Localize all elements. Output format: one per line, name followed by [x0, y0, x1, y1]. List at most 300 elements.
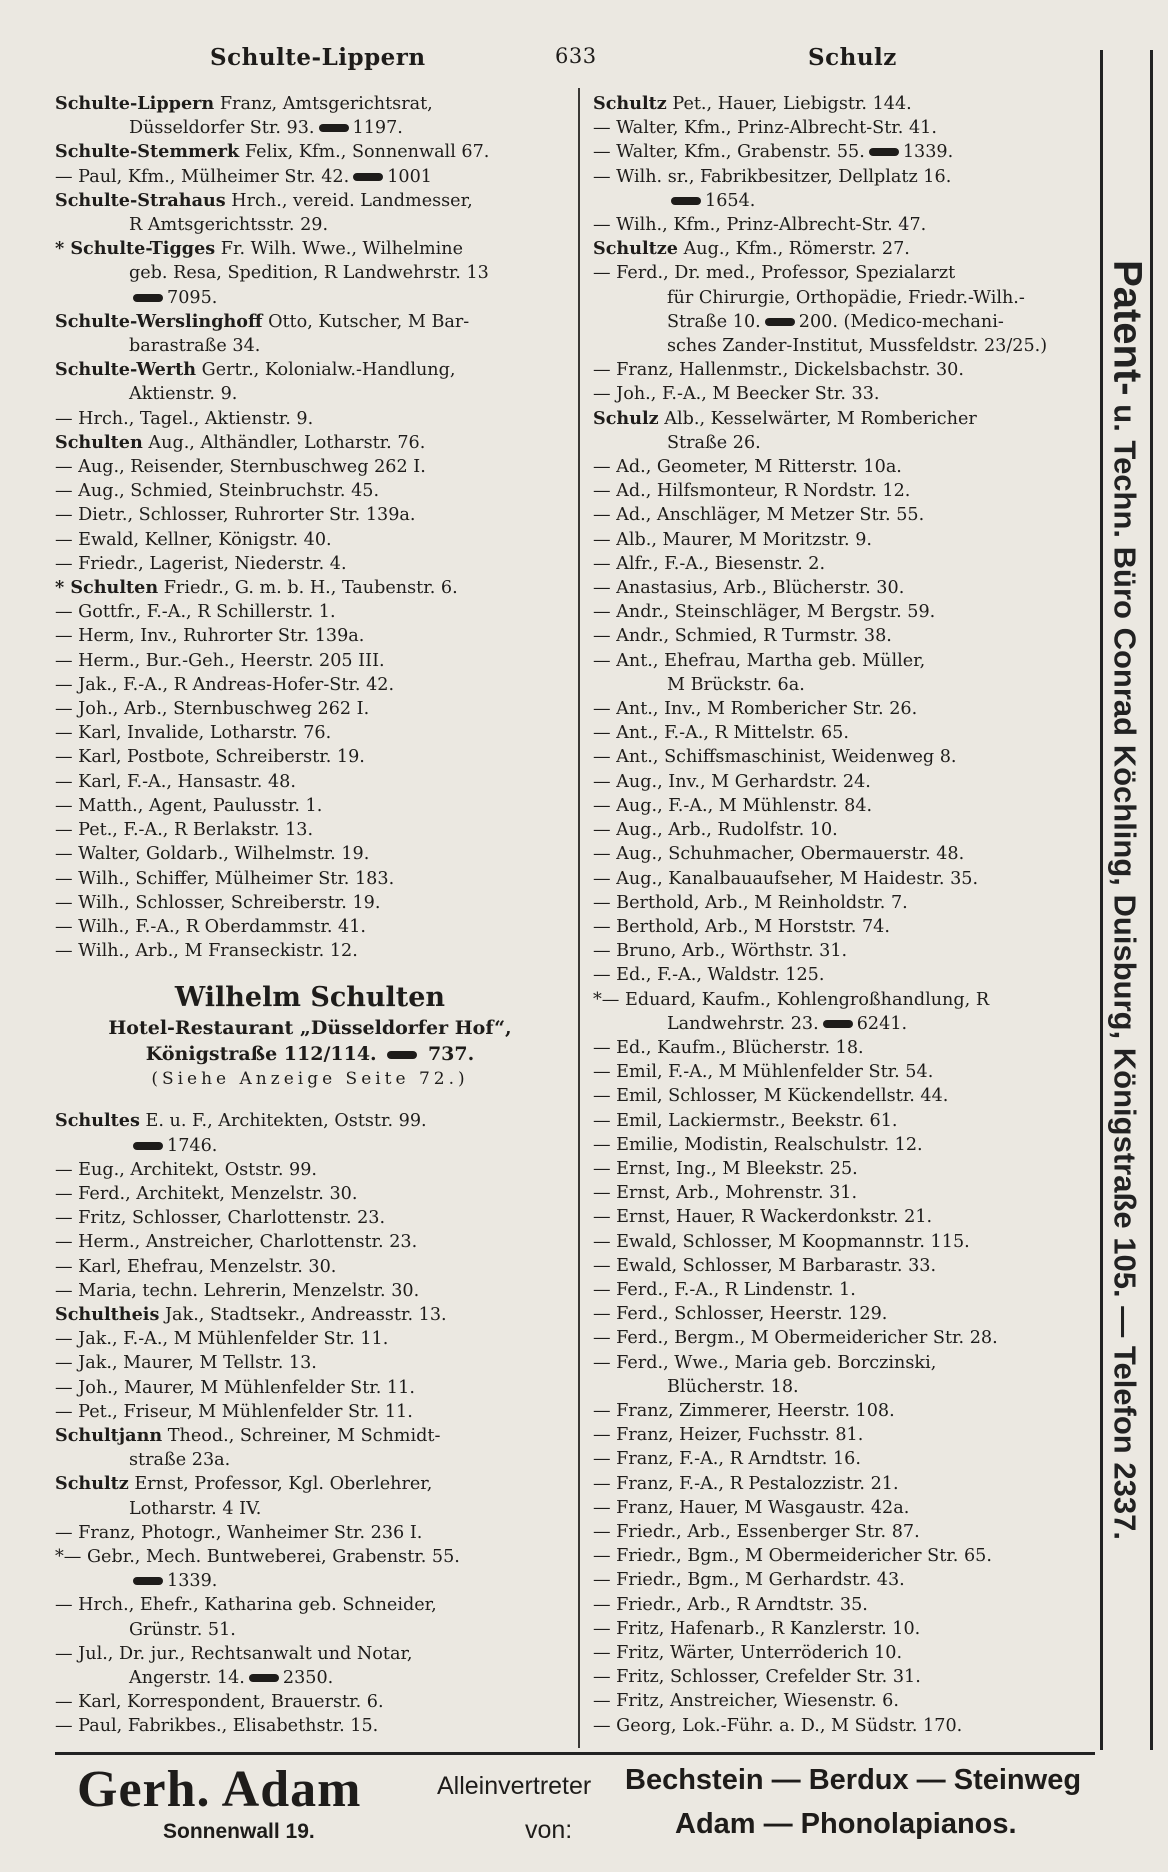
entry-continuation: Angerstr. 14.: [129, 1667, 245, 1688]
entry-text: — Ferd., Bergm., M Obermeidericher Str. 28.: [593, 1328, 998, 1349]
directory-entry: [593, 891, 1103, 915]
entry-surname: Schultes: [55, 1110, 140, 1132]
entry-text: — Maria, techn. Lehrerin, Menzelstr. 30.: [55, 1280, 420, 1301]
directory-entry: [593, 455, 1103, 479]
ad-title: Wilhelm Schulten: [174, 982, 446, 1014]
directory-entry: [55, 818, 565, 842]
directory-entry: [55, 673, 565, 697]
directory-entry: [55, 310, 565, 334]
entry-text: — Fritz, Schlosser, Charlottenstr. 23.: [55, 1208, 386, 1229]
entry-surname: Schultz: [593, 93, 667, 114]
entry-text: — Hrch., Ehefr., Katharina geb. Schneider,: [55, 1595, 437, 1616]
directory-entry: [55, 189, 565, 213]
telephone-icon: [671, 197, 701, 205]
entry-surname: * Schulte-Tigges: [55, 238, 216, 260]
telephone-icon: [319, 124, 349, 132]
entry-continuation: geb. Resa, Spedition, R Landwehrstr. 13: [129, 263, 489, 284]
directory-entry: [55, 576, 565, 600]
directory-entry: [593, 576, 1103, 600]
directory-entry: [55, 1134, 565, 1158]
entry-text: — Fritz, Wärter, Unterröderich 10.: [593, 1643, 903, 1663]
entry-surname: Schulte-Strahaus: [55, 189, 226, 211]
directory-entry: [55, 1303, 565, 1327]
directory-entry: [593, 794, 1103, 818]
directory-entry: [593, 1181, 1103, 1205]
entry-phone: 6241.: [856, 1013, 908, 1034]
entry-text: — Friedr., Arb., R Arndtstr. 35.: [593, 1594, 868, 1615]
directory-entry: [593, 1375, 1103, 1399]
entry-continuation: Blücherstr. 18.: [667, 1376, 799, 1397]
entry-text: — Friedr., Lagerist, Niederstr. 4.: [55, 553, 347, 574]
entry-text: — Alb., Maurer, M Moritzstr. 9.: [593, 529, 873, 550]
entry-text: — Jak., F.-A., R Andreas-Hofer-Str. 42.: [55, 674, 395, 695]
entry-text: — Emil, Schlosser, M Kückendellstr. 44.: [593, 1086, 949, 1107]
footer-brands-line2: Adam — Phonolapianos.: [675, 1808, 1017, 1840]
entry-text: Jak., Stadtsekr., Andreasstr. 13.: [164, 1304, 447, 1325]
entry-text: — Wilh., Kfm., Prinz-Albrecht-Str. 47.: [593, 215, 927, 236]
entry-text: — Aug., Kanalbauaufseher, M Haidestr. 35.: [593, 868, 979, 889]
directory-entry: [593, 552, 1103, 576]
ad-line-2: [55, 1041, 565, 1067]
entry-text: — Ewald, Kellner, Königstr. 40.: [55, 529, 332, 550]
entry-continuation: R Amtsgerichtsstr. 29.: [129, 215, 329, 236]
entry-continuation: Aktienstr. 9.: [129, 384, 238, 405]
directory-entry: [55, 455, 565, 479]
entry-surname: Schultz: [55, 1473, 129, 1495]
side-rule-right: [1150, 50, 1153, 1750]
directory-entry: [55, 140, 565, 164]
running-header-right: Schulz: [808, 44, 897, 71]
footer-rule: [55, 1752, 1095, 1755]
telephone-icon: [823, 1020, 853, 1028]
entry-text: — Ernst, Arb., Mohrenstr. 31.: [593, 1183, 858, 1204]
entry-text: — Ed., F.-A., Waldstr. 125.: [593, 965, 825, 986]
entry-continuation: sches Zander-Institut, Mussfeldstr. 23/25.): [667, 336, 1048, 357]
entry-text: Franz, Amtsgerichtsrat,: [219, 94, 433, 114]
directory-entry: [55, 1279, 565, 1303]
entry-text: — Franz, Hauer, M Wasgaustr. 42a.: [593, 1497, 910, 1518]
entry-text: — Joh., F.-A., M Beecker Str. 33.: [593, 384, 880, 405]
directory-entry: [593, 1157, 1103, 1181]
side-banner-text: [1105, 260, 1150, 1540]
entry-text: — Georg, Lok.-Führ. a. D., M Südstr. 170.: [593, 1715, 963, 1736]
entry-text: — Ad., Geometer, M Ritterstr. 10a.: [593, 457, 902, 478]
telephone-icon: [765, 318, 795, 326]
directory-entry: [593, 1472, 1103, 1496]
entry-text: — Wilh., Arb., M Franseckistr. 12.: [55, 941, 358, 962]
column-divider: [578, 88, 580, 1748]
entry-continuation: M Brückstr. 6a.: [667, 674, 805, 695]
directory-entry: [55, 1714, 565, 1738]
directory-entry: [55, 1690, 565, 1714]
entry-surname: Schulte-Lippern: [55, 93, 215, 114]
directory-entry: [55, 237, 565, 261]
telephone-icon: [353, 173, 383, 181]
entry-text: — Aug., F.-A., M Mühlenstr. 84.: [593, 795, 873, 816]
ad-phone: 737.: [427, 1043, 475, 1066]
directory-entry: [593, 1205, 1103, 1229]
directory-entry: [593, 624, 1103, 648]
directory-entry: [55, 915, 565, 939]
directory-entry: [55, 1182, 565, 1206]
entry-text: — Fritz, Anstreicher, Wiesenstr. 6.: [593, 1691, 899, 1712]
entry-text: — Ewald, Schlosser, M Koopmannstr. 115.: [593, 1231, 970, 1252]
entry-text: — Aug., Inv., M Gerhardstr. 24.: [593, 771, 871, 792]
entry-continuation: Lotharstr. 4 IV.: [129, 1498, 262, 1519]
entry-phone: 1339.: [167, 1571, 218, 1592]
directory-entry: [55, 1327, 565, 1351]
directory-entry: [593, 237, 1103, 261]
directory-entry: [55, 1618, 565, 1642]
directory-entry: [55, 624, 565, 648]
entry-surname: Schulte-Werth: [55, 359, 197, 381]
directory-entry: [55, 528, 565, 552]
hotel-advertisement: [55, 981, 565, 1091]
entry-text: — Emil, Lackiermstr., Beekstr. 61.: [593, 1110, 898, 1131]
entry-text: — Jak., F.-A., M Mühlenfelder Str. 11.: [55, 1329, 389, 1350]
directory-entry: [593, 1593, 1103, 1617]
entry-text: — Wilh., Schiffer, Mülheimer Str. 183.: [55, 868, 395, 889]
entry-text: — Wilh., F.-A., R Oberdammstr. 41.: [55, 916, 367, 937]
directory-entry: [593, 310, 1103, 334]
entry-text: — Wilh., Schlosser, Schreiberstr. 19.: [55, 892, 381, 913]
entry-text: — Gottfr., F.-A., R Schillerstr. 1.: [55, 602, 336, 623]
directory-entry: [55, 213, 565, 237]
entry-text: — Herm., Bur.-Geh., Heerstr. 205 III.: [55, 650, 385, 671]
entry-text: — Jul., Dr. jur., Rechtsanwalt und Notar,: [55, 1643, 413, 1664]
entry-text: — Franz, Heizer, Fuchsstr. 81.: [593, 1425, 864, 1446]
entry-text: — Herm, Inv., Ruhrorter Str. 139a.: [55, 626, 365, 647]
side-advertisement: [1098, 50, 1156, 1750]
entry-continuation: Straße 26.: [667, 432, 761, 453]
entry-text: — Aug., Schmied, Steinbruchstr. 45.: [55, 481, 380, 502]
directory-entry: [593, 528, 1103, 552]
directory-entry: [55, 770, 565, 794]
directory-entry: [593, 382, 1103, 406]
directory-entry: [55, 382, 565, 406]
directory-entry: [593, 1084, 1103, 1108]
telephone-icon: [387, 1051, 417, 1059]
directory-entry: [55, 92, 565, 116]
directory-entry: [593, 1036, 1103, 1060]
entry-phone: 200. (Medico-mechani-: [798, 311, 1004, 332]
entry-surname: Schulten: [55, 431, 143, 453]
entry-surname: Schultjann: [55, 1424, 163, 1446]
directory-entry: [593, 939, 1103, 963]
entry-text: — Friedr., Arb., Essenberger Str. 87.: [593, 1521, 920, 1542]
directory-entry: [593, 1109, 1103, 1133]
entry-text: *— Gebr., Mech. Buntweberei, Grabenstr. 55.: [55, 1546, 460, 1567]
running-header-left: Schulte-Lippern: [210, 44, 426, 71]
directory-entry: [593, 770, 1103, 794]
telephone-icon: [133, 1577, 163, 1585]
directory-entry: [55, 939, 565, 963]
directory-entry: [55, 697, 565, 721]
entry-text: Otto, Kutscher, M Bar-: [268, 311, 470, 332]
directory-entry: [593, 1447, 1103, 1471]
directory-entry: [55, 286, 565, 310]
entry-surname: Schultheis: [55, 1303, 160, 1325]
directory-entry: [593, 358, 1103, 382]
entry-surname: * Schulten: [55, 577, 159, 599]
directory-entry: [55, 358, 565, 382]
directory-entry: [55, 745, 565, 769]
left-entries-a: [55, 92, 565, 963]
directory-entry: [593, 140, 1103, 164]
entry-text: — Karl, Ehefrau, Menzelstr. 30.: [55, 1256, 337, 1277]
directory-entry: [55, 1255, 565, 1279]
directory-entry: [593, 1060, 1103, 1084]
directory-entry: [593, 1012, 1103, 1036]
ad-note: (Siehe Anzeige Seite 72.): [151, 1069, 469, 1090]
entry-text: — Ferd., Architekt, Menzelstr. 30.: [55, 1183, 358, 1204]
directory-entry: [593, 1689, 1103, 1713]
entry-surname: Schulz: [593, 407, 659, 429]
entry-text: — Emil, F.-A., M Mühlenfelder Str. 54.: [593, 1062, 934, 1083]
entry-text: Aug., Kfm., Römerstr. 27.: [683, 239, 910, 260]
directory-entry: [593, 1568, 1103, 1592]
entry-text: Gertr., Kolonialw.-Handlung,: [201, 360, 456, 381]
directory-entry: [593, 479, 1103, 503]
directory-entry: [593, 1544, 1103, 1568]
directory-entry: [55, 552, 565, 576]
entry-text: — Herm., Anstreicher, Charlottenstr. 23.: [55, 1232, 418, 1253]
directory-entry: [55, 1593, 565, 1617]
directory-entry: [55, 261, 565, 285]
entry-text: — Ant., F.-A., R Mittelstr. 65.: [593, 723, 849, 744]
entry-text: — Alfr., F.-A., Biesenstr. 2.: [593, 553, 826, 574]
entry-continuation: Grünstr. 51.: [129, 1619, 236, 1640]
directory-entry: [55, 1158, 565, 1182]
entry-text: — Joh., Maurer, M Mühlenfelder Str. 11.: [55, 1377, 415, 1398]
directory-entry: [593, 600, 1103, 624]
entry-text: — Aug., Reisender, Sternbuschweg 262 I.: [55, 457, 426, 478]
entry-text: — Walter, Kfm., Prinz-Albrecht-Str. 41.: [593, 118, 937, 139]
entry-text: — Emilie, Modistin, Realschulstr. 12.: [593, 1134, 923, 1155]
directory-entry: [55, 1666, 565, 1690]
directory-entry: [55, 1230, 565, 1254]
entry-text: — Pet., Friseur, M Mühlenfelder Str. 11.: [55, 1401, 413, 1422]
entry-text: Theod., Schreiner, M Schmidt-: [167, 1425, 441, 1446]
footer-brand: Gerh. Adam: [77, 1761, 362, 1818]
entry-text: — Friedr., Bgm., M Gerhardstr. 43.: [593, 1570, 905, 1591]
entry-surname: Schulte-Stemmerk: [55, 141, 240, 163]
directory-entry: [593, 963, 1103, 987]
ad-address: Königstraße 112/114.: [145, 1043, 377, 1066]
telephone-icon: [133, 1142, 163, 1150]
entry-text: — Fritz, Schlosser, Crefelder Str. 31.: [593, 1667, 921, 1688]
directory-entry: [593, 673, 1103, 697]
directory-entry: [55, 1521, 565, 1545]
entry-phone: 1339.: [902, 142, 954, 163]
entry-text: — Karl, Korrespondent, Brauerstr. 6.: [55, 1692, 384, 1713]
directory-entry: [593, 1496, 1103, 1520]
directory-entry: [593, 286, 1103, 310]
entry-text: *— Eduard, Kaufm., Kohlengroßhandlung, R: [593, 989, 990, 1010]
directory-entry: [593, 1641, 1103, 1665]
directory-entry: [55, 1642, 565, 1666]
directory-entry: [55, 1569, 565, 1593]
entry-text: — Jak., Maurer, M Tellstr. 13.: [55, 1353, 317, 1374]
directory-entry: [593, 697, 1103, 721]
entry-text: Ernst, Professor, Kgl. Oberlehrer,: [134, 1474, 433, 1495]
directory-entry: [593, 1302, 1103, 1326]
directory-entry: [593, 407, 1103, 431]
entry-text: — Berthold, Arb., M Reinholdstr. 7.: [593, 892, 908, 913]
side-banner-part2: u. Techn. Büro Conrad Köchling, Duisburg, Königstraße 105. — Telefon 2337.: [1107, 404, 1143, 1540]
entry-phone: 1197.: [352, 118, 403, 139]
entry-phone: 2350.: [282, 1667, 334, 1688]
directory-entry: [593, 213, 1103, 237]
entry-text: E. u. F., Architekten, Oststr. 99.: [145, 1111, 427, 1132]
right-column: [593, 92, 1103, 1738]
directory-entry: [55, 649, 565, 673]
footer-address: Sonnenwall 19.: [163, 1820, 315, 1843]
entry-phone: 7095.: [167, 287, 218, 308]
footer-advertisement: [55, 1758, 1105, 1858]
entry-text: — Aug., Schuhmacher, Obermauerstr. 48.: [593, 844, 965, 865]
entry-text: — Karl, Postbote, Schreiberstr. 19.: [55, 747, 365, 768]
directory-entry: [593, 431, 1103, 455]
directory-entry: [593, 1399, 1103, 1423]
entry-text: — Ant., Schiffsmaschinist, Weidenweg 8.: [593, 747, 957, 768]
directory-entry: [55, 1351, 565, 1375]
entry-text: — Ernst, Hauer, R Wackerdonkstr. 21.: [593, 1207, 933, 1228]
entry-text: Aug., Althändler, Lotharstr. 76.: [148, 432, 426, 453]
entry-text: — Berthold, Arb., M Horststr. 74.: [593, 916, 890, 937]
directory-entry: [593, 1423, 1103, 1447]
entry-text: — Karl, F.-A., Hansastr. 48.: [55, 771, 296, 792]
directory-entry: [593, 334, 1103, 358]
entry-phone: 1654.: [705, 190, 756, 211]
side-banner-part1: Patent-: [1105, 260, 1150, 396]
entry-text: — Joh., Arb., Sternbuschweg 262 I.: [55, 699, 370, 720]
directory-entry: [593, 1617, 1103, 1641]
directory-entry: [55, 600, 565, 624]
entry-text: — Walter, Kfm., Grabenstr. 55.: [593, 142, 865, 163]
footer-brands-line1: Bechstein — Berdux — Steinweg: [625, 1764, 1082, 1796]
directory-entry: [593, 745, 1103, 769]
directory-entry: [593, 649, 1103, 673]
telephone-icon: [249, 1674, 279, 1682]
entry-text: — Ed., Kaufm., Blücherstr. 18.: [593, 1037, 864, 1058]
directory-entry: [593, 721, 1103, 745]
entry-text: — Ernst, Ing., M Bleekstr. 25.: [593, 1158, 858, 1179]
entry-text: Friedr., G. m. b. H., Taubenstr. 6.: [163, 578, 458, 599]
directory-entry: [55, 721, 565, 745]
directory-entry: [593, 867, 1103, 891]
entry-surname: Schultze: [593, 238, 678, 260]
entry-text: — Friedr., Bgm., M Obermeidericher Str. 65.: [593, 1546, 992, 1567]
directory-entry: [593, 1665, 1103, 1689]
directory-entry: [593, 1714, 1103, 1738]
entry-text: — Walter, Goldarb., Wilhelmstr. 19.: [55, 844, 370, 865]
entry-text: Pet., Hauer, Liebigstr. 144.: [672, 94, 912, 114]
entry-text: — Matth., Agent, Paulusstr. 1.: [55, 795, 323, 816]
entry-phone: 1001: [387, 166, 432, 187]
entry-text: — Ewald, Schlosser, M Barbarastr. 33.: [593, 1255, 937, 1276]
directory-entry: [593, 915, 1103, 939]
directory-entry: [55, 1448, 565, 1472]
directory-entry: [55, 431, 565, 455]
entry-text: — Wilh. sr., Fabrikbesitzer, Dellplatz 16.: [593, 166, 952, 187]
entry-continuation: für Chirurgie, Orthopädie, Friedr.-Wilh.-: [667, 287, 1025, 308]
directory-entry: [55, 1424, 565, 1448]
directory-entry: [593, 189, 1103, 213]
entry-text: Fr. Wilh. Wwe., Wilhelmine: [220, 239, 463, 260]
entry-text: — Franz, F.-A., R Pestalozzistr. 21.: [593, 1473, 899, 1494]
entry-text: — Bruno, Arb., Wörthstr. 31.: [593, 941, 848, 962]
entry-surname: Schulte-Werslinghoff: [55, 310, 263, 332]
entry-continuation: Straße 10.: [667, 311, 761, 332]
directory-entry: [55, 1497, 565, 1521]
entry-text: — Ant., Inv., M Rombericher Str. 26.: [593, 699, 918, 720]
directory-entry: [593, 116, 1103, 140]
directory-entry: [593, 1351, 1103, 1375]
directory-entry: [55, 1472, 565, 1496]
side-rule-left: [1100, 50, 1103, 1750]
entry-text: — Franz, F.-A., R Arndtstr. 16.: [593, 1449, 861, 1470]
entry-text: — Dietr., Schlosser, Ruhrorter Str. 139a.: [55, 505, 416, 526]
entry-text: — Ferd., Schlosser, Heerstr. 129.: [593, 1304, 888, 1325]
entry-continuation: Landwehrstr. 23.: [667, 1013, 819, 1034]
directory-entry: [55, 165, 565, 189]
entry-text: — Andr., Steinschläger, M Bergstr. 59.: [593, 602, 936, 623]
directory-entry: [55, 794, 565, 818]
directory-entry: [55, 891, 565, 915]
directory-entry: [55, 842, 565, 866]
entry-text: — Pet., F.-A., R Berlakstr. 13.: [55, 820, 314, 841]
ad-line-1: Hotel-Restaurant „Düsseldorfer Hof“,: [108, 1017, 512, 1040]
entry-text: — Ferd., Wwe., Maria geb. Borczinski,: [593, 1352, 937, 1373]
directory-entry: [593, 261, 1103, 285]
directory-entry: [55, 503, 565, 527]
page-number: 633: [555, 44, 597, 68]
entry-text: — Paul, Fabrikbes., Elisabethstr. 15.: [55, 1716, 379, 1737]
left-column: [55, 92, 565, 1739]
entry-text: — Franz, Photogr., Wanheimer Str. 236 I.: [55, 1522, 423, 1543]
entry-text: — Ad., Anschläger, M Metzer Str. 55.: [593, 505, 925, 526]
entry-text: — Karl, Invalide, Lotharstr. 76.: [55, 723, 332, 744]
directory-entry: [55, 1400, 565, 1424]
directory-entry: [55, 1109, 565, 1133]
directory-entry: [55, 1206, 565, 1230]
entry-text: Alb., Kesselwärter, M Rombericher: [664, 408, 977, 429]
entry-text: — Fritz, Hafenarb., R Kanzlerstr. 10.: [593, 1618, 921, 1639]
directory-entry: [593, 1278, 1103, 1302]
entry-continuation: straße 23a.: [129, 1450, 231, 1471]
directory-entry: [593, 1520, 1103, 1544]
entry-text: — Franz, Hallenmstr., Dickelsbachstr. 30.: [593, 360, 964, 381]
entry-continuation: Düsseldorfer Str. 93.: [129, 118, 315, 139]
entry-text: — Ferd., Dr. med., Professor, Spezialarzt: [593, 263, 956, 284]
entry-text: — Andr., Schmied, R Turmstr. 38.: [593, 626, 892, 647]
entry-text: — Franz, Zimmerer, Heerstr. 108.: [593, 1400, 895, 1421]
directory-entry: [593, 988, 1103, 1012]
directory-entry: [593, 842, 1103, 866]
directory-entry: [593, 1254, 1103, 1278]
directory-entry: [593, 92, 1103, 116]
entry-text: — Eug., Architekt, Oststr. 99.: [55, 1159, 317, 1180]
entry-phone: 1746.: [167, 1135, 218, 1156]
footer-allein: Alleinvertreter: [437, 1772, 592, 1800]
directory-entry: [55, 116, 565, 140]
directory-entry: [593, 818, 1103, 842]
entry-text: — Anastasius, Arb., Blücherstr. 30.: [593, 578, 905, 599]
directory-entry: [593, 503, 1103, 527]
entry-text: — Ad., Hilfsmonteur, R Nordstr. 12.: [593, 481, 911, 502]
entry-text: — Ferd., F.-A., R Lindenstr. 1.: [593, 1279, 856, 1300]
